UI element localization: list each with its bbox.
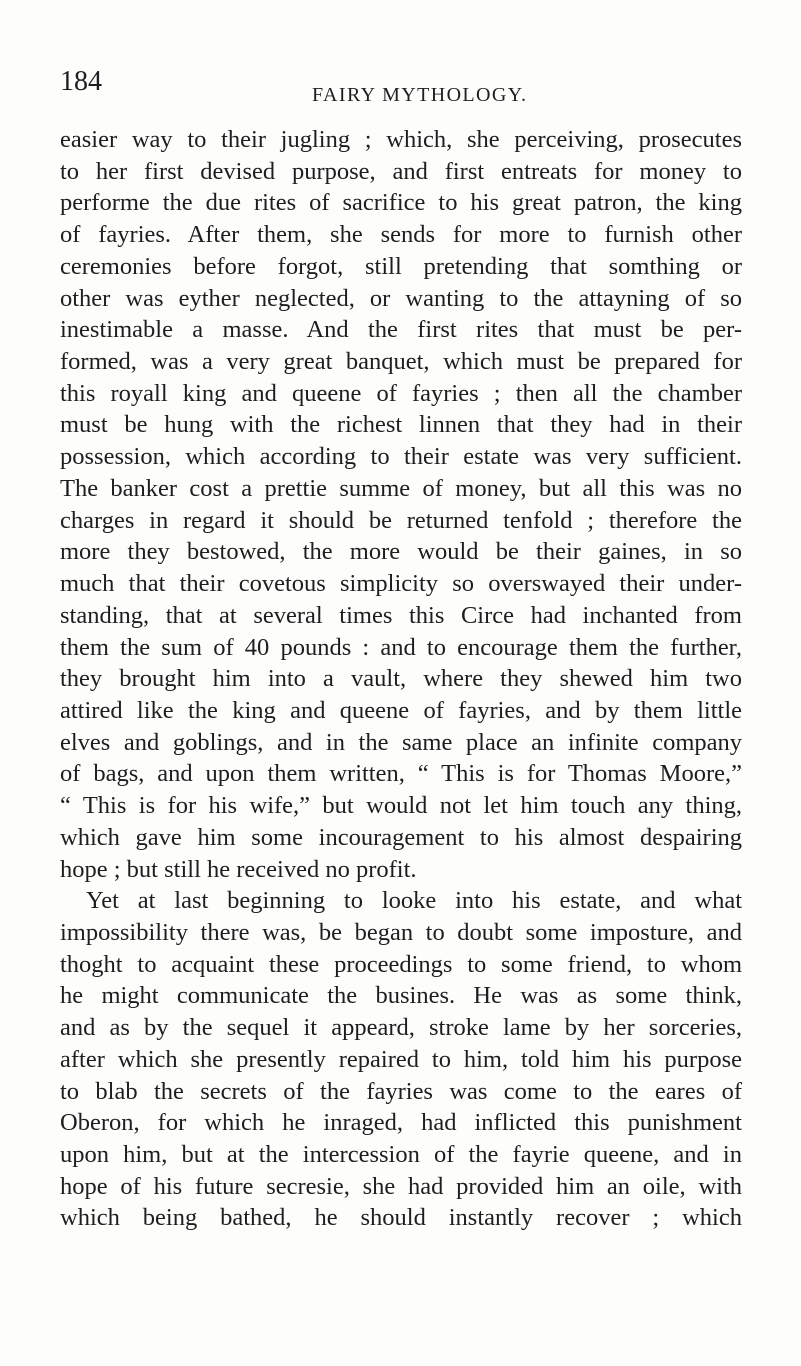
text-line: they brought him into a vault, where they shewed him two: [60, 665, 742, 693]
text-line: which being bathed, he should instantly recover ; which: [60, 1204, 742, 1232]
text-line-paragraph-end: hope ; but still he received no profit.: [60, 855, 417, 883]
text-line: more they bestowed, the more would be their gaines, in so: [60, 538, 742, 566]
page-header: [60, 66, 740, 114]
text-line: upon him, but at the intercession of the fayrie queene, and in: [60, 1141, 742, 1168]
text-line: them the sum of 40 pounds : and to encourage them the further,: [60, 633, 742, 661]
text-line: Oberon, for which he inraged, had inflicted this punishment: [60, 1109, 742, 1137]
running-head: FAIRY MYTHOLOGY.: [312, 84, 528, 106]
text-line: he might communicate the busines. He was as some think,: [60, 982, 742, 1010]
text-line: impossibility there was, be began to doubt some imposture, and: [60, 918, 742, 946]
body-text: [60, 124, 742, 1234]
text-line: and as by the sequel it appeard, stroke lame by her sorceries,: [60, 1014, 742, 1042]
text-line: ceremonies before forgot, still pretending that somthing or: [60, 252, 742, 280]
text-line: which gave him some incouragement to his almost despairing: [60, 823, 742, 851]
text-line: to blab the secrets of the fayries was come to the eares of: [60, 1077, 742, 1105]
text-line: hope of his future secresie, she had provided him an oile, with: [60, 1172, 742, 1200]
text-line: elves and goblings, and in the same place an infinite company: [60, 728, 742, 756]
page-number: 184: [60, 66, 102, 97]
text-line: inestimable a masse. And the first rites that must be per-: [60, 316, 742, 344]
text-line: The banker cost a prettie summe of money, but all this was no: [60, 474, 742, 502]
text-line: possession, which according to their estate was very sufficient.: [60, 443, 742, 471]
text-line: formed, was a very great banquet, which must be prepared for: [60, 348, 742, 376]
text-line: this royall king and queene of fayries ; then all the chamber: [60, 379, 742, 407]
text-line: to her first devised purpose, and first entreats for money to: [60, 157, 742, 185]
text-line-paragraph-start: Yet at last beginning to looke into his estate, and what: [86, 887, 742, 915]
text-line: after which she presently repaired to him, told him his purpose: [60, 1045, 742, 1073]
text-line: attired like the king and queene of fayries, and by them little: [60, 696, 742, 724]
text-line: charges in regard it should be returned tenfold ; therefore the: [60, 506, 742, 534]
text-line: performe the due rites of sacrifice to his great patron, the king: [60, 189, 742, 217]
text-line: must be hung with the richest linnen that they had in their: [60, 411, 742, 439]
text-line: of fayries. After them, she sends for more to furnish other: [60, 221, 742, 249]
text-line: “ This is for his wife,” but would not let him touch any thing,: [60, 792, 742, 820]
text-line: standing, that at several times this Circe had inchanted from: [60, 601, 742, 629]
text-line: other was eyther neglected, or wanting to the attayning of so: [60, 284, 742, 312]
text-line: thoght to acquaint these proceedings to some friend, to whom: [60, 950, 742, 978]
text-line: easier way to their jugling ; which, she perceiving, prosecutes: [60, 126, 742, 153]
text-line: much that their covetous simplicity so overswayed their under-: [60, 570, 742, 598]
text-line: of bags, and upon them written, “ This is for Thomas Moore,”: [60, 760, 742, 788]
